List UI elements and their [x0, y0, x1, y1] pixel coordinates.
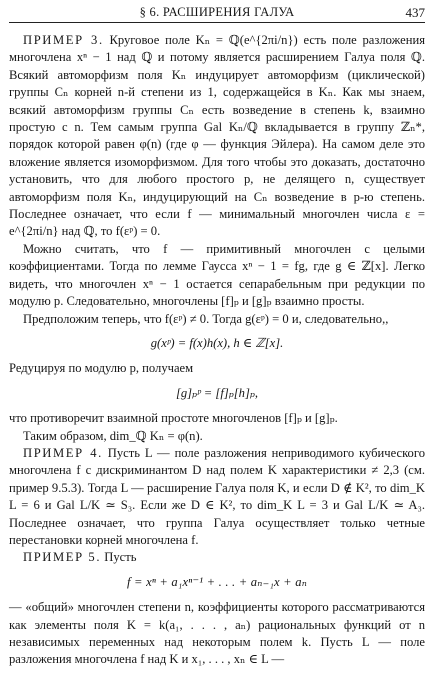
example-4-label: ПРИМЕР 4. — [23, 445, 103, 460]
paragraph-example-5 — [9, 549, 425, 566]
running-title: § 6. РАСШИРЕНИЯ ГАЛУА — [139, 5, 295, 19]
text-body — [9, 32, 425, 669]
paragraph-contradiction: что противоречит взаимной простоте многочленов [f]ₚ и [g]ₚ. — [9, 411, 338, 426]
page-number: 437 — [405, 5, 425, 20]
paragraph-general-polynomial: — «общий» многочлен степени n, коэффициенты которого рассматриваются как элементы поля K = k(a₁, . . . , aₙ) рациональных функций от n независимых переменных над некоторым полем k. Пусть L — поле разложения многочлена f над K и x₁, . . . , xₙ ∈ L — — [9, 600, 425, 667]
example-5-label: ПРИМЕР 5. — [23, 550, 102, 565]
paragraph-conclusion: Таким образом, dim_ℚ Kₙ = φ(n). — [23, 428, 203, 443]
equation-reduced: [g]ₚᵖ = [f]ₚ[h]ₚ, — [175, 385, 259, 400]
paragraph-primitive-polynomial: Можно считать, что f — примитивный многочлен с целыми коэффициентами. Тогда по лемме Гаусса xⁿ − 1 = fg, где g ∈ ℤ[x]. Легко видеть, что многочлен xⁿ − 1 остается сепарабельным при редукции по модулю p. Следовательно, многочлены [f]ₚ и [g]ₚ взаимно просты. — [9, 241, 425, 309]
paragraph-reduction: Редуцируя по модулю p, получаем — [9, 361, 194, 376]
example-5-text: Пусть — [104, 550, 137, 565]
example-4-text: Пусть L — поле разложения неприводимого кубического многочлена f с дискриминантом D над полем K характеристики ≠ 2,3 (см. пример 9.5.3). Тогда L — расширение Галуа поля K, и если D ∉ K², то dim_K L = 6 и Gal L/K ≃ S₃. Если же D ∈ K², то dim_K L = 3 и Gal L/K ≃ A₃. Последнее означает, что группа Галуа осуществляет только четные перестановки корней многочлена f. — [9, 445, 426, 547]
equation-general-polynomial: f = xⁿ + a₁xⁿ⁻¹ + . . . + aₙ₋₁x + aₙ — [126, 574, 308, 589]
equation-g-xp: g(xᵖ) = f(x)h(x), h ∈ ℤ[x]. — [150, 335, 284, 350]
paragraph-example-4 — [9, 445, 425, 549]
paragraph-assumption: Предположим теперь, что f(εᵖ) ≠ 0. Тогда g(εᵖ) = 0 и, следовательно,, — [23, 311, 389, 326]
running-header — [9, 4, 425, 23]
paragraph-example-3 — [9, 32, 425, 241]
example-3-label: ПРИМЕР 3. — [23, 33, 104, 47]
example-3-text: Круговое поле Kₙ = ℚ(e^{2πi/n}) есть поле разложения многочлена xⁿ − 1 над ℚ и потому является расширением Галуа поля ℚ. Всякий автоморфизм поля Kₙ индуцирует автоморфизм (циклической) группы Cₙ корней n-й степени из 1, содержащейся в Kₙ. Как мы знаем, всякий автоморфизм группы Cₙ есть возведение в степень k, взаимно простую с n. Тем самым группа Gal Kₙ/ℚ вкладывается в группу ℤₙ*, порядок которой равен φ(n) (где φ — функция Эйлера). На самом деле это вложение является изоморфизмом. Для того чтобы это доказать, достаточно установить, что для любого простого p, не делящего n, существует автоморфизм поля Kₙ, индуцирующий на Cₙ возведение в p-ю степень. Последнее означает, что если f — минимальный многочлен числа ε = e^{2πi/n} над ℚ, то f(εᵖ) = 0. — [9, 33, 425, 239]
